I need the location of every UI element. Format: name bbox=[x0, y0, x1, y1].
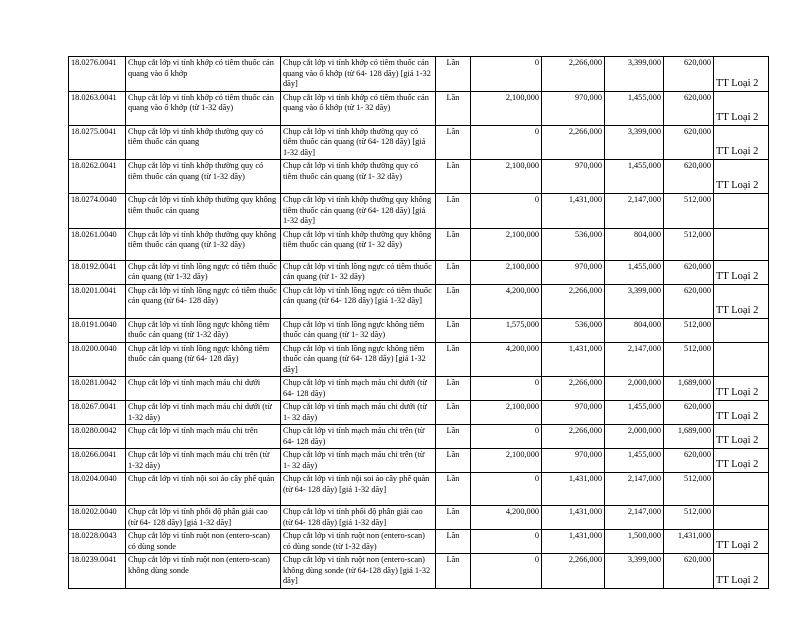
cell-price-3: 804,000 bbox=[605, 228, 664, 260]
cell-service-name-detail: Chụp cắt lớp vi tính nội soi ảo cây phế quản (từ 64- 128 dãy) [giá 1-32 dãy] bbox=[281, 473, 436, 506]
cell-price-1: 2,100,000 bbox=[471, 260, 542, 284]
table-row bbox=[69, 160, 769, 194]
cell-price-2: 970,000 bbox=[542, 160, 605, 194]
cell-code: 18.0239.0041 bbox=[69, 554, 126, 589]
cell-service-name-detail: Chụp cắt lớp vi tính khớp thường quy không tiêm thuốc cản quang (từ 64- 128 dãy) [giá 1-32 dãy] bbox=[281, 194, 436, 229]
cell-unit: Lần bbox=[436, 530, 471, 554]
cell-code: 18.0192.0041 bbox=[69, 260, 126, 284]
cell-code: 18.0281.0042 bbox=[69, 377, 126, 401]
cell-price-4: 620,000 bbox=[664, 449, 714, 473]
cell-service-name-detail: Chụp cắt lớp vi tính ruột non (entero-scan) không dùng sonde (từ 64-128 dãy) [giá 1-32 dãy] bbox=[281, 554, 436, 589]
table-row bbox=[69, 342, 769, 377]
cell-note bbox=[714, 473, 769, 506]
cell-price-2: 1,431,000 bbox=[542, 473, 605, 506]
cell-note: TT Loại 2 bbox=[714, 554, 769, 589]
cell-price-4: 620,000 bbox=[664, 57, 714, 92]
table-row bbox=[69, 260, 769, 284]
cell-price-4: 512,000 bbox=[664, 473, 714, 506]
cell-price-4: 512,000 bbox=[664, 194, 714, 229]
cell-unit: Lần bbox=[436, 160, 471, 194]
cell-price-4: 512,000 bbox=[664, 506, 714, 530]
cell-service-name-detail: Chụp cắt lớp vi tính lồng ngực không tiêm thuốc cản quang (từ 1- 32 dãy) bbox=[281, 318, 436, 342]
cell-unit: Lần bbox=[436, 284, 471, 318]
cell-price-2: 970,000 bbox=[542, 401, 605, 425]
cell-unit: Lần bbox=[436, 342, 471, 377]
cell-service-name: Chụp cắt lớp vi tính mạch máu chi dưới (từ 1-32 dãy) bbox=[126, 401, 281, 425]
cell-code: 18.0200.0040 bbox=[69, 342, 126, 377]
cell-price-4: 620,000 bbox=[664, 125, 714, 160]
cell-price-1: 0 bbox=[471, 554, 542, 589]
cell-price-2: 970,000 bbox=[542, 449, 605, 473]
cell-service-name-detail: Chụp cắt lớp vi tính mạch máu chi dưới (từ 64- 128 dãy) bbox=[281, 377, 436, 401]
cell-price-3: 2,000,000 bbox=[605, 425, 664, 449]
cell-price-2: 2,266,000 bbox=[542, 377, 605, 401]
cell-price-2: 536,000 bbox=[542, 318, 605, 342]
cell-price-1: 1,575,000 bbox=[471, 318, 542, 342]
cell-unit: Lần bbox=[436, 125, 471, 160]
table-row bbox=[69, 425, 769, 449]
cell-service-name-detail: Chụp cắt lớp vi tính mạch máu chi trên (từ 64- 128 dãy) bbox=[281, 425, 436, 449]
table-body bbox=[69, 57, 769, 589]
table-row bbox=[69, 473, 769, 506]
table-row bbox=[69, 91, 769, 125]
cell-service-name: Chụp cắt lớp vi tính nội soi ảo cây phế quản bbox=[126, 473, 281, 506]
cell-price-3: 2,147,000 bbox=[605, 506, 664, 530]
cell-price-4: 512,000 bbox=[664, 342, 714, 377]
cell-unit: Lần bbox=[436, 194, 471, 229]
cell-code: 18.0201.0041 bbox=[69, 284, 126, 318]
cell-price-2: 1,431,000 bbox=[542, 506, 605, 530]
cell-price-2: 2,266,000 bbox=[542, 554, 605, 589]
cell-note: TT Loại 2 bbox=[714, 91, 769, 125]
cell-service-name-detail: Chụp cắt lớp vi tính khớp thường quy không tiêm thuốc cản quang (từ 1- 32 dãy) bbox=[281, 228, 436, 260]
cell-price-1: 0 bbox=[471, 473, 542, 506]
cell-price-3: 2,147,000 bbox=[605, 473, 664, 506]
cell-price-1: 0 bbox=[471, 530, 542, 554]
cell-price-1: 2,100,000 bbox=[471, 228, 542, 260]
cell-price-2: 536,000 bbox=[542, 228, 605, 260]
cell-price-2: 2,266,000 bbox=[542, 284, 605, 318]
cell-price-4: 620,000 bbox=[664, 260, 714, 284]
cell-code: 18.0266.0041 bbox=[69, 449, 126, 473]
cell-price-2: 970,000 bbox=[542, 91, 605, 125]
cell-price-4: 620,000 bbox=[664, 401, 714, 425]
cell-service-name-detail: Chụp cắt lớp vi tính ruột non (entero-scan) có dùng sonde (từ 1-32 dãy) bbox=[281, 530, 436, 554]
cell-price-2: 2,266,000 bbox=[542, 425, 605, 449]
cell-service-name: Chụp cắt lớp vi tính ruột non (entero-scan) không dùng sonde bbox=[126, 554, 281, 589]
cell-unit: Lần bbox=[436, 401, 471, 425]
cell-unit: Lần bbox=[436, 318, 471, 342]
cell-service-name: Chụp cắt lớp vi tính khớp thường quy không tiêm thuốc cản quang bbox=[126, 194, 281, 229]
cell-price-2: 970,000 bbox=[542, 260, 605, 284]
table-row bbox=[69, 125, 769, 160]
cell-note: TT Loại 2 bbox=[714, 377, 769, 401]
cell-price-4: 620,000 bbox=[664, 160, 714, 194]
cell-note bbox=[714, 506, 769, 530]
cell-service-name-detail: Chụp cắt lớp vi tính mạch máu chi trên (từ 1- 32 dãy) bbox=[281, 449, 436, 473]
cell-code: 18.0267.0041 bbox=[69, 401, 126, 425]
cell-service-name: Chụp cắt lớp vi tính mạch máu chi trên bbox=[126, 425, 281, 449]
cell-code: 18.0261.0040 bbox=[69, 228, 126, 260]
cell-price-2: 2,266,000 bbox=[542, 57, 605, 92]
cell-unit: Lần bbox=[436, 91, 471, 125]
cell-code: 18.0280.0042 bbox=[69, 425, 126, 449]
cell-price-3: 804,000 bbox=[605, 318, 664, 342]
cell-service-name-detail: Chụp cắt lớp vi tính khớp thường quy có tiêm thuốc cản quang (từ 64- 128 dãy) [giá 1-32 dãy] bbox=[281, 125, 436, 160]
table-row bbox=[69, 284, 769, 318]
cell-price-4: 620,000 bbox=[664, 91, 714, 125]
cell-price-3: 1,455,000 bbox=[605, 449, 664, 473]
cell-price-1: 0 bbox=[471, 425, 542, 449]
cell-price-2: 2,266,000 bbox=[542, 125, 605, 160]
cell-note bbox=[714, 342, 769, 377]
cell-service-name-detail: Chụp cắt lớp vi tính phổi độ phân giải cao (từ 64- 128 dãy) [giá 1-32 dãy] bbox=[281, 506, 436, 530]
cell-unit: Lần bbox=[436, 228, 471, 260]
cell-price-3: 3,399,000 bbox=[605, 125, 664, 160]
cell-note: TT Loại 2 bbox=[714, 284, 769, 318]
cell-price-3: 3,399,000 bbox=[605, 554, 664, 589]
cell-price-2: 1,431,000 bbox=[542, 342, 605, 377]
cell-price-1: 2,100,000 bbox=[471, 91, 542, 125]
cell-code: 18.0191.0040 bbox=[69, 318, 126, 342]
cell-price-3: 1,455,000 bbox=[605, 160, 664, 194]
cell-service-name: Chụp cắt lớp vi tính khớp thường quy không tiêm thuốc cản quang (từ 1-32 dãy) bbox=[126, 228, 281, 260]
cell-code: 18.0262.0041 bbox=[69, 160, 126, 194]
cell-unit: Lần bbox=[436, 506, 471, 530]
cell-note: TT Loại 2 bbox=[714, 260, 769, 284]
cell-price-1: 4,200,000 bbox=[471, 506, 542, 530]
cell-price-3: 2,000,000 bbox=[605, 377, 664, 401]
table-row bbox=[69, 228, 769, 260]
cell-price-3: 1,500,000 bbox=[605, 530, 664, 554]
cell-service-name: Chụp cắt lớp vi tính mạch máu chi trên (từ 1-32 dãy) bbox=[126, 449, 281, 473]
cell-price-1: 0 bbox=[471, 377, 542, 401]
cell-price-3: 2,147,000 bbox=[605, 194, 664, 229]
cell-service-name: Chụp cắt lớp vi tính lồng ngực không tiêm thuốc cản quang (từ 64- 128 dãy) bbox=[126, 342, 281, 377]
cell-note: TT Loại 2 bbox=[714, 530, 769, 554]
cell-code: 18.0202.0040 bbox=[69, 506, 126, 530]
cell-price-4: 1,431,000 bbox=[664, 530, 714, 554]
cell-service-name-detail: Chụp cắt lớp vi tính khớp có tiêm thuốc cản quang vào ổ khớp (từ 64- 128 dãy) [giá 1-32 dãy] bbox=[281, 57, 436, 92]
cell-service-name-detail: Chụp cắt lớp vi tính lồng ngực có tiêm thuốc cản quang (từ 64- 128 dãy) [giá 1-32 dãy] bbox=[281, 284, 436, 318]
cell-price-4: 620,000 bbox=[664, 554, 714, 589]
cell-unit: Lần bbox=[436, 554, 471, 589]
cell-price-3: 2,147,000 bbox=[605, 342, 664, 377]
cell-service-name: Chụp cắt lớp vi tính khớp có tiêm thuốc cản quang vào ổ khớp bbox=[126, 57, 281, 92]
cell-service-name: Chụp cắt lớp vi tính khớp thường quy có tiêm thuốc cản quang (từ 1-32 dãy) bbox=[126, 160, 281, 194]
table-row bbox=[69, 449, 769, 473]
cell-note: TT Loại 2 bbox=[714, 160, 769, 194]
cell-code: 18.0228.0043 bbox=[69, 530, 126, 554]
cell-price-1: 2,100,000 bbox=[471, 401, 542, 425]
cell-price-4: 620,000 bbox=[664, 284, 714, 318]
cell-unit: Lần bbox=[436, 449, 471, 473]
cell-note bbox=[714, 194, 769, 229]
cell-unit: Lần bbox=[436, 57, 471, 92]
table-row bbox=[69, 318, 769, 342]
cell-service-name-detail: Chụp cắt lớp vi tính mạch máu chi dưới (từ 1- 32 dãy) bbox=[281, 401, 436, 425]
cell-price-1: 4,200,000 bbox=[471, 342, 542, 377]
cell-service-name: Chụp cắt lớp vi tính mạch máu chi dưới bbox=[126, 377, 281, 401]
cell-price-1: 0 bbox=[471, 194, 542, 229]
cell-note: TT Loại 2 bbox=[714, 125, 769, 160]
table-row bbox=[69, 194, 769, 229]
cell-service-name: Chụp cắt lớp vi tính ruột non (entero-scan) có dùng sonde bbox=[126, 530, 281, 554]
cell-price-4: 1,689,000 bbox=[664, 425, 714, 449]
cell-price-4: 512,000 bbox=[664, 318, 714, 342]
cell-service-name-detail: Chụp cắt lớp vi tính lồng ngực có tiêm thuốc cản quang (từ 1- 32 dãy) bbox=[281, 260, 436, 284]
table-row bbox=[69, 554, 769, 589]
cell-note: TT Loại 2 bbox=[714, 449, 769, 473]
cell-unit: Lần bbox=[436, 260, 471, 284]
cell-note: TT Loại 2 bbox=[714, 425, 769, 449]
table-row bbox=[69, 57, 769, 92]
cell-code: 18.0275.0041 bbox=[69, 125, 126, 160]
cell-note bbox=[714, 228, 769, 260]
cell-price-3: 3,399,000 bbox=[605, 57, 664, 92]
cell-service-name: Chụp cắt lớp vi tính phổi độ phân giải cao (từ 64- 128 dãy) [giá 1-32 dãy] bbox=[126, 506, 281, 530]
cell-price-4: 1,689,000 bbox=[664, 377, 714, 401]
cell-service-name: Chụp cắt lớp vi tính lồng ngực không tiêm thuốc cản quang (từ 1-32 dãy) bbox=[126, 318, 281, 342]
cell-price-1: 2,100,000 bbox=[471, 160, 542, 194]
cell-service-name: Chụp cắt lớp vi tính lồng ngực có tiêm thuốc cản quang (từ 1-32 dãy) bbox=[126, 260, 281, 284]
cell-unit: Lần bbox=[436, 425, 471, 449]
price-table bbox=[68, 56, 769, 589]
cell-price-2: 1,431,000 bbox=[542, 194, 605, 229]
cell-price-1: 4,200,000 bbox=[471, 284, 542, 318]
cell-code: 18.0263.0041 bbox=[69, 91, 126, 125]
cell-price-3: 3,399,000 bbox=[605, 284, 664, 318]
cell-price-3: 1,455,000 bbox=[605, 401, 664, 425]
cell-code: 18.0276.0041 bbox=[69, 57, 126, 92]
table-row bbox=[69, 401, 769, 425]
cell-price-2: 1,431,000 bbox=[542, 530, 605, 554]
cell-service-name: Chụp cắt lớp vi tính lồng ngực có tiêm thuốc cản quang (từ 64- 128 dãy) bbox=[126, 284, 281, 318]
cell-price-1: 0 bbox=[471, 125, 542, 160]
cell-price-3: 1,455,000 bbox=[605, 91, 664, 125]
cell-note: TT Loại 2 bbox=[714, 57, 769, 92]
cell-service-name: Chụp cắt lớp vi tính khớp có tiêm thuốc cản quang vào ổ khớp (từ 1-32 dãy) bbox=[126, 91, 281, 125]
cell-note bbox=[714, 318, 769, 342]
table-row bbox=[69, 530, 769, 554]
cell-service-name-detail: Chụp cắt lớp vi tính khớp có tiêm thuốc cản quang vào ổ khớp (từ 1- 32 dãy) bbox=[281, 91, 436, 125]
cell-price-1: 2,100,000 bbox=[471, 449, 542, 473]
cell-service-name-detail: Chụp cắt lớp vi tính lồng ngực không tiêm thuốc cản quang (từ 64- 128 dãy) [giá 1-32 dãy] bbox=[281, 342, 436, 377]
cell-note: TT Loại 2 bbox=[714, 401, 769, 425]
cell-price-3: 1,455,000 bbox=[605, 260, 664, 284]
cell-price-1: 0 bbox=[471, 57, 542, 92]
cell-code: 18.0204.0040 bbox=[69, 473, 126, 506]
cell-service-name: Chụp cắt lớp vi tính khớp thường quy có tiêm thuốc cản quang bbox=[126, 125, 281, 160]
cell-unit: Lần bbox=[436, 377, 471, 401]
cell-price-4: 512,000 bbox=[664, 228, 714, 260]
cell-code: 18.0274.0040 bbox=[69, 194, 126, 229]
cell-unit: Lần bbox=[436, 473, 471, 506]
table-row bbox=[69, 506, 769, 530]
cell-service-name-detail: Chụp cắt lớp vi tính khớp thường quy có tiêm thuốc cản quang (từ 1- 32 dãy) bbox=[281, 160, 436, 194]
table-row bbox=[69, 377, 769, 401]
